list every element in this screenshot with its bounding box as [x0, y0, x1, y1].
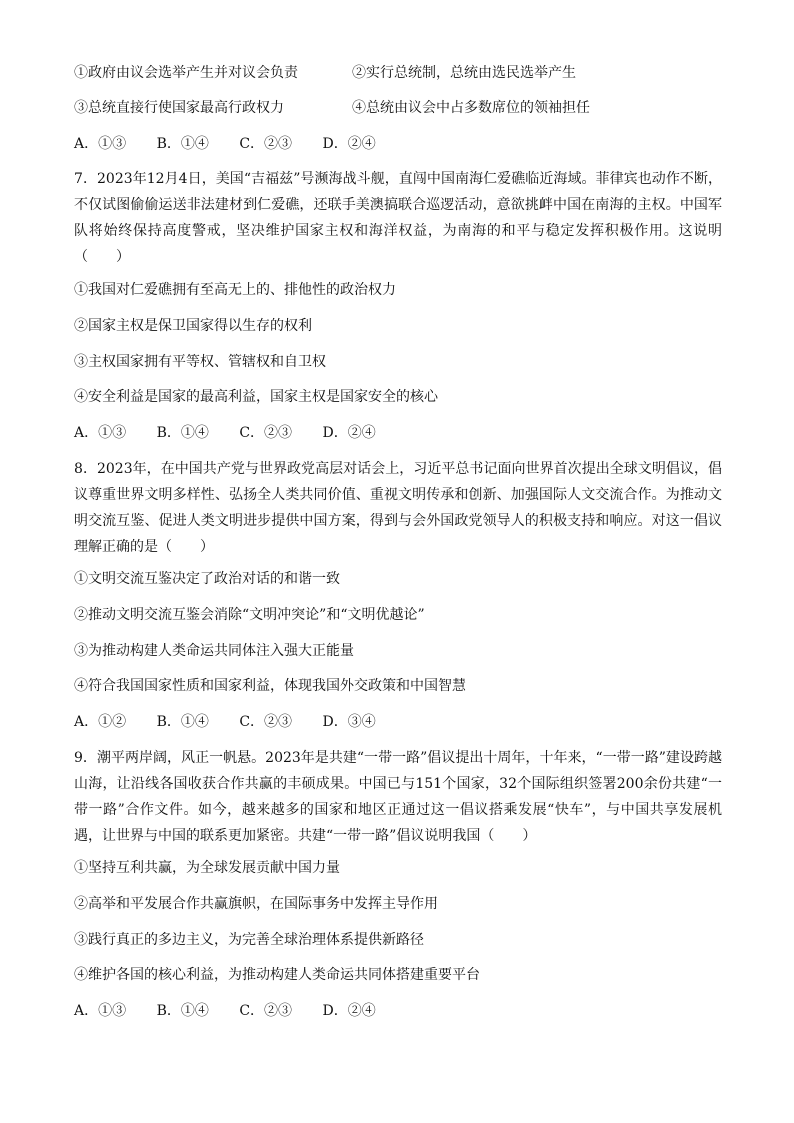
- q7-option-4: ④安全利益是国家的最高利益，国家主权是国家安全的核心: [74, 389, 438, 405]
- q8-choices: [74, 713, 402, 731]
- q8-choice-c: C．②③: [239, 714, 293, 730]
- q8-stem: 8．2023年，在中国共产党与世界政党高层对话会上，习近平总书记面向世界首次提出全球文明倡议，倡议尊重世界文明多样性、弘扬全人类共同价值、重视文明传承和创新、加强国际人文交流合作。为推动文明交流互鉴、促进人类文明进步提供中国方案，得到与会外国政党领导人的积极支持和响应。对这一倡议理解正确的是（ ）: [74, 461, 722, 555]
- q9-choice-a: A．①③: [74, 1003, 127, 1019]
- q7-option-1: ①我国对仁爱礁拥有至高无上的、排他性的政治权力: [74, 282, 396, 298]
- q9-choice-b: B．①④: [156, 1003, 209, 1019]
- q6-option-3: ③总统直接行使国家最高行政权力: [74, 100, 284, 116]
- q7-stem: 7．2023年12月4日，美国“吉福兹”号濒海战斗舰，直闯中国南海仁爱礁临近海域。菲律宾也动作不断，不仅试图偷偷运送非法建材到仁爱礁，还联手美澳搞联合巡逻活动，意欲挑衅中国在南海的主权。中国军队将始终保持高度警戒，坚决维护国家主权和海洋权益，为南海的和平与稳定发挥积极作用。这说明（ ）: [74, 171, 722, 265]
- q9-option-3: ③践行真正的多边主义，为完善全球治理体系提供新路径: [74, 932, 424, 948]
- q7-choice-b: B．①④: [156, 425, 209, 441]
- q8-option-1: ①文明交流互鉴决定了政治对话的和谐一致: [74, 571, 340, 587]
- q7-choice-d: D．②④: [322, 425, 376, 441]
- q8-choice-b: B．①④: [156, 714, 209, 730]
- q9-stem: 9．潮平两岸阔，风正一帆悬。2023年是共建“一带一路”倡议提出十周年，十年来，“一带一路”建设跨越山海，让沿线各国收获合作共赢的丰硕成果。中国已与151个国家，32个国际组织签署200余份共建“一带一路”合作文件。如今，越来越多的国家和地区正通过这一倡议搭乘发展“快车”，与中国共享发展机遇，让世界与中国的联系更加紧密。共建“一带一路”倡议说明我国（ ）: [74, 750, 722, 844]
- q8-choice-a: A．①②: [74, 714, 127, 730]
- q6-choices: [74, 135, 402, 153]
- q6-choice-d: D．②④: [322, 136, 376, 152]
- q6-option-1: ①政府由议会选举产生并对议会负责: [74, 65, 298, 81]
- q8-option-3: ③为推动构建人类命运共同体注入强大正能量: [74, 643, 354, 659]
- q6-option-4: ④总统由议会中占多数席位的领袖担任: [352, 100, 590, 116]
- q6-option-2: ②实行总统制，总统由选民选举产生: [352, 65, 576, 81]
- q7-choices: [74, 424, 402, 442]
- q7-option-2: ②国家主权是保卫国家得以生存的权利: [74, 318, 312, 334]
- q9-choice-c: C．②③: [239, 1003, 293, 1019]
- q9-option-1: ①坚持互利共赢，为全球发展贡献中国力量: [74, 860, 340, 876]
- q9-choice-d: D．②④: [322, 1003, 376, 1019]
- q8-option-2: ②推动文明交流互鉴会消除“文明冲突论”和“文明优越论”: [74, 607, 425, 623]
- q6-choice-c: C．②③: [239, 136, 293, 152]
- q9-option-4: ④维护各国的核心利益，为推动构建人类命运共同体搭建重要平台: [74, 967, 480, 983]
- q8-option-4: ④符合我国国家性质和国家利益，体现我国外交政策和中国智慧: [74, 678, 466, 694]
- q9-option-2: ②高举和平发展合作共赢旗帜，在国际事务中发挥主导作用: [74, 896, 438, 912]
- q7-option-3: ③主权国家拥有平等权、管辖权和自卫权: [74, 354, 326, 370]
- q9-choices: [74, 1002, 402, 1020]
- q8-choice-d: D．③④: [322, 714, 376, 730]
- q7-choice-a: A．①③: [74, 425, 127, 441]
- q7-choice-c: C．②③: [239, 425, 293, 441]
- q6-choice-a: A．①③: [74, 136, 127, 152]
- q6-choice-b: B．①④: [156, 136, 209, 152]
